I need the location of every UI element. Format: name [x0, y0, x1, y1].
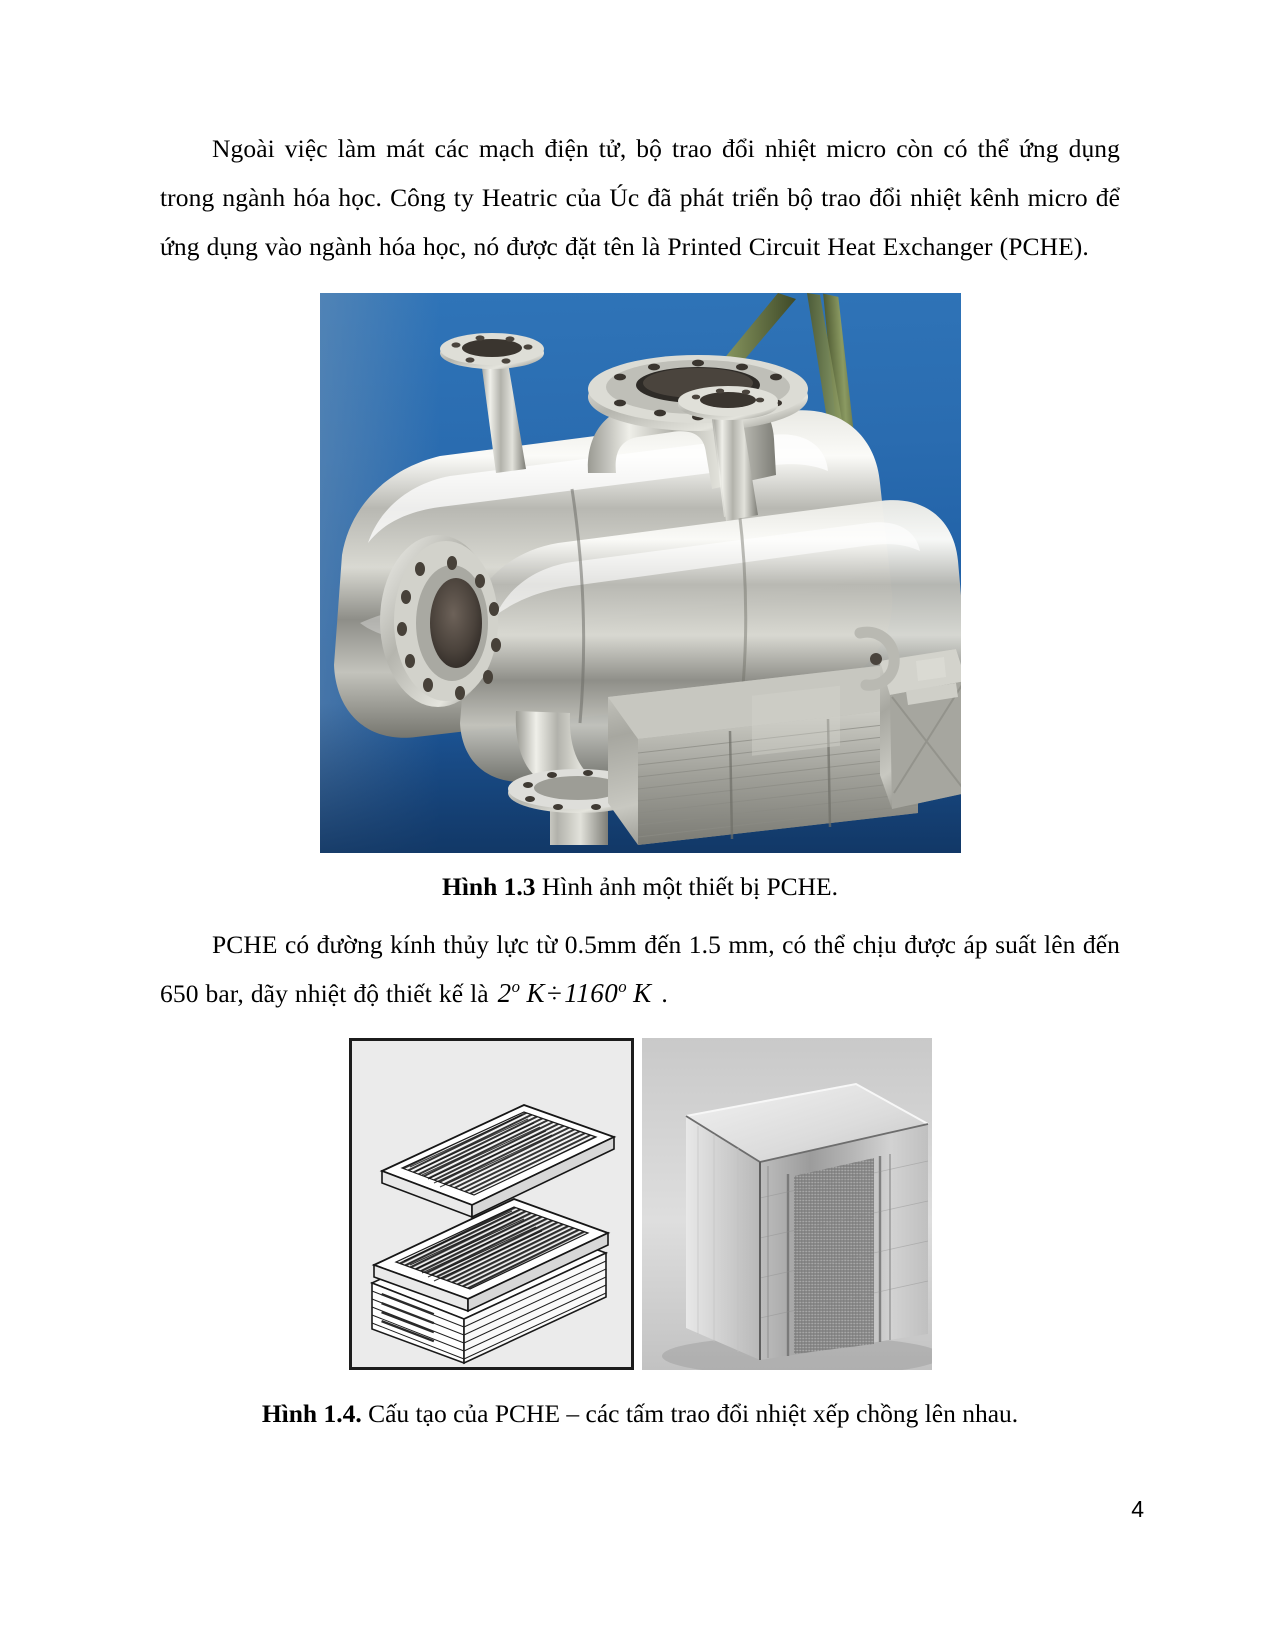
figure-1-3-label: Hình 1.3	[442, 872, 536, 901]
figure-1-3	[160, 293, 1120, 853]
formula-upper-unit: K	[633, 978, 652, 1008]
formula-upper-value: 1160	[564, 978, 619, 1008]
formula-lower-value: 2	[497, 978, 512, 1008]
pche-core-block-photo	[642, 1038, 932, 1370]
plate-stack-illustration	[352, 1041, 631, 1367]
page-number: 4	[1131, 1496, 1144, 1522]
core-block-photo-illustration	[642, 1038, 932, 1370]
figure-1-4	[160, 1038, 1120, 1370]
figure-1-4-caption-text: Cấu tạo của PCHE – các tấm trao đổi nhiệt xếp chồng lên nhau.	[368, 1399, 1019, 1428]
temperature-range-formula	[496, 978, 662, 1008]
formula-operator: ÷	[546, 978, 563, 1008]
figure-1-4-caption	[160, 1394, 1120, 1434]
pche-plate-stack-diagram	[349, 1038, 634, 1370]
page-content	[160, 124, 1120, 1434]
core-block	[608, 665, 918, 845]
formula-upper-degree: o	[618, 977, 628, 996]
pche-device-illustration	[320, 293, 961, 853]
pche-spec-paragraph	[160, 920, 1120, 1018]
pche-spec-text-after: .	[661, 979, 668, 1008]
figure-1-3-caption-text: Hình ảnh một thiết bị PCHE.	[541, 872, 838, 901]
pche-spec-text-before: PCHE có đường kính thủy lực từ 0.5mm đến 1.5 mm, có thể chịu được áp suất lên đến 650 bar, dãy nhiệt độ thiết kế là	[160, 930, 1120, 1008]
figure-1-3-caption	[160, 867, 1120, 907]
formula-lower-degree: o	[511, 977, 521, 996]
intro-paragraph: Ngoài việc làm mát các mạch điện tử, bộ trao đổi nhiệt micro còn có thể ứng dụng trong ngành hóa học. Công ty Heatric của Úc đã phát triển bộ trao đổi nhiệt kênh micro để ứng dụng vào ngành hóa học, nó được đặt tên là Printed Circuit Heat Exchanger (PCHE).	[160, 134, 1120, 261]
formula-lower-unit: K	[526, 978, 545, 1008]
pche-device-photo	[320, 293, 961, 853]
figure-1-4-label: Hình 1.4.	[261, 1399, 362, 1428]
top-etched-plate	[382, 1105, 614, 1217]
